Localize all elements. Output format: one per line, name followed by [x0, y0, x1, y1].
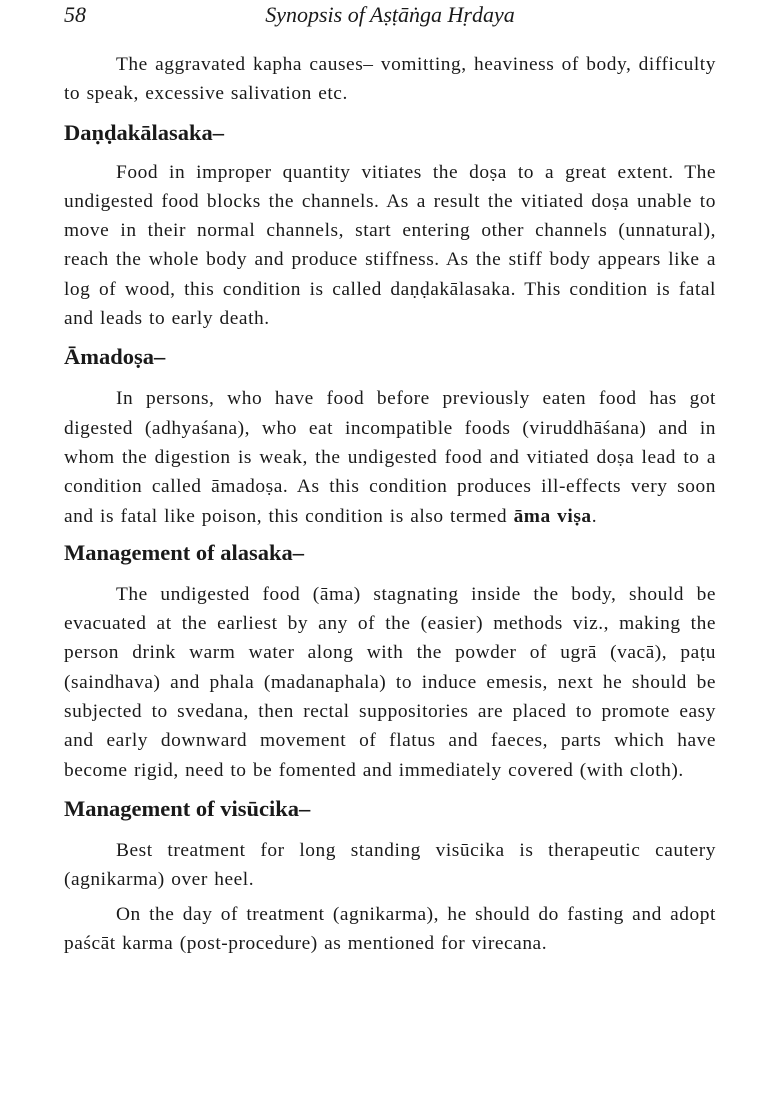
paragraph-visucika-treatment: Best treatment for long standing visūcika is therapeutic cautery (agnikarma) over heel. — [64, 839, 716, 891]
running-header — [64, 0, 716, 34]
paragraph-amadosa-end: . — [591, 505, 598, 527]
book-title: Synopsis of Aṣṭāṅga Hṛdaya — [265, 2, 515, 27]
paragraph-amadosa-text: In persons, who have food before previously eaten food has got digested (adhyaśana), who eat incompatible foods (viruddhāśana) and in whom the digestion is weak, the undigested food and vitiated doṣa lead to a condition called āmadoṣa. As this condition produces ill-effects very soon and is fatal like poison, this condition is also termed — [64, 388, 716, 527]
book-page — [64, 0, 716, 1108]
heading-management-alasaka: Management of alasaka– — [64, 539, 304, 565]
heading-amadosa: Āmadoṣa– — [64, 344, 166, 370]
term-ama-visa: āma viṣa — [513, 505, 592, 527]
page-number: 58 — [64, 2, 86, 27]
paragraph-dandakalasaka: Food in improper quantity vitiates the doṣa to a great extent. The undigested food blocks the channels. As a result the vitiated doṣa unable to move in their normal channels, start entering other channels (unnatural), reach the whole body and produce stiffness. As the stiff body appears like a log of wood, this condition is called daṇḍakālasaka. This condition is fatal and leads to early death. — [64, 161, 716, 330]
paragraph-management-alasaka: The undigested food (āma) stagnating inside the body, should be evacuated at the earliest by any of the (easier) methods viz., making the person drink warm water along with the powder of ugrā (vacā), paṭu (saindhava) and phala (madanaphala) to induce emesis, next he should be subjected to svedana, then rectal suppositories are placed to promote easy and early downward movement of flatus and faeces, parts which have become rigid, need to be fomented and immediately covered (with cloth). — [64, 583, 716, 781]
heading-dandakalasaka: Daṇḍakālasaka– — [64, 119, 225, 145]
paragraph-amadosa — [64, 384, 716, 530]
heading-management-visucika: Management of visūcika– — [64, 795, 311, 821]
paragraph-visucika-fasting: On the day of treatment (agnikarma), he should do fasting and adopt paścāt karma (post-procedure) as mentioned for virecana. — [64, 903, 716, 954]
intro-paragraph: The aggravated kapha causes– vomitting, heaviness of body, difficulty to speak, excessive salivation etc. — [64, 54, 716, 105]
